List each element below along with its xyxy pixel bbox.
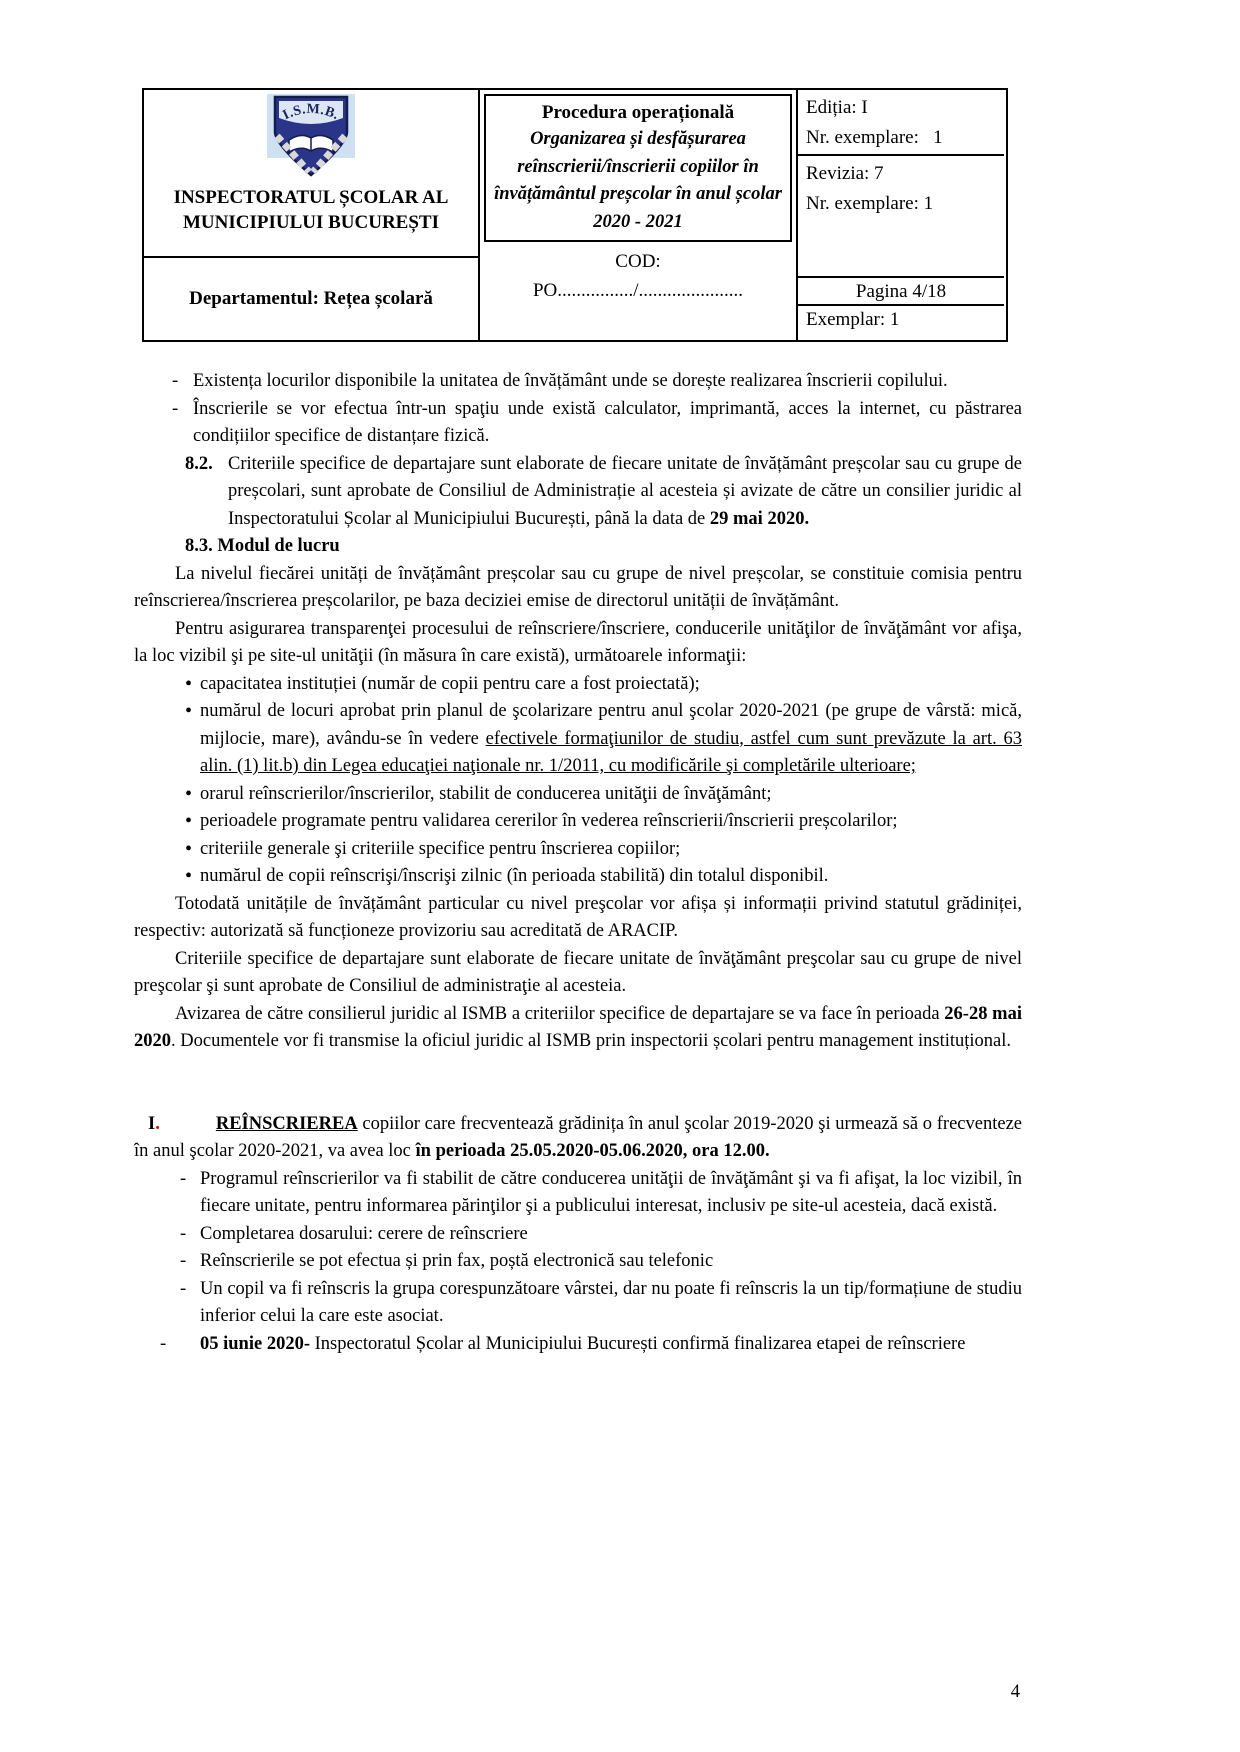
procedure-title-box [484, 94, 792, 242]
list-item: - Completarea dosarului: cerere de reînscriere [134, 1221, 1022, 1249]
section-text: copiilor care frecventează grădinița în anul şcolar 2019-2020 şi urmează să o frecventeze în anul şcolar 2020-2021, va avea loc [134, 1113, 1022, 1161]
bullet-item: • criteriile generale şi criteriile specifice pentru înscrierea copiilor; [134, 836, 1022, 864]
deadline-date: 29 mai 2020. [709, 508, 810, 529]
list-item: - Existența locurilor disponibile la unitatea de învățământ unde se dorește realizarea înscrierii copilului. [134, 368, 1022, 396]
list-item: - Înscrierile se vor efectua într-un spaţiu unde există calculator, imprimantă, acces la internet, cu păstrarea condițiilor specifice de distanțare fizică. [134, 396, 1022, 451]
procedure-title: Procedura operațională [541, 102, 735, 123]
revision-cell [798, 156, 1004, 278]
section-reinscrierea [134, 1111, 1022, 1166]
bullet-item: • capacitatea instituției (număr de copii pentru care a fost proiectată); [134, 671, 1022, 699]
list-item: - Un copil va fi reînscris la grupa corespunzătoare vârstei, dar nu poate fi reînscris la un tip/formațiune de studiu inferior celui la care este asociat. [134, 1276, 1022, 1331]
revision-copies: Nr. exemplare: 1 [806, 193, 934, 214]
edition-label: Ediția: I [806, 97, 868, 118]
logo-text: I.S.M.B. [280, 101, 342, 124]
period-date: 26-28 mai 2020 [134, 1003, 1022, 1051]
bullet-text: numărul de locuri aprobat prin planul de şcolarizare pentru anul şcolar 2020-2021 (pe grupe de vârstă: mică, mijlocie, mare), avându-se în vedere [200, 701, 1022, 749]
bullet-item: • perioadele programate pentru validarea cererilor în vederea reînscrierii/înscrierii preșcolarilor; [134, 808, 1022, 836]
section-number: 8.2. [185, 453, 213, 474]
list-item: - Programul reînscrierilor va fi stabilit de către conducerea unităţii de învăţământ şi va fi afişat, la loc vizibil, în fiecare unitate, pentru informarea părinţilor şi a publicului interesat, inclusiv pe site-ul acesteia, dacă există. [134, 1166, 1022, 1221]
revision-label: Revizia: 7 [806, 163, 884, 184]
paragraph [134, 1001, 1022, 1056]
cod-cell [480, 247, 796, 305]
header-right-column [798, 90, 1004, 340]
bullet-item [134, 698, 1022, 781]
paragraph-text: . Documentele vor fi transmise la oficiul juridic al ISMB prin inspectorii școlari pentru management instituțional. [171, 1031, 1012, 1051]
list-item: - Reînscrierile se pot efectua și prin fax, poștă electronică sau telefonic [134, 1248, 1022, 1276]
milestone-date: 05 iunie 2020- [200, 1333, 310, 1354]
ismb-logo [259, 94, 363, 178]
paragraph: Totodată unitățile de învățământ particular cu nivel preşcolar vor afișa și informații privind statutul grădiniței, respectiv: autorizată să funcționeze provizoriu sau acreditată de ARACIP. [134, 893, 1022, 941]
section-heading: REÎNSCRIEREA [215, 1113, 358, 1134]
header-middle-column [480, 90, 798, 340]
section-8-2 [134, 451, 1022, 534]
page-number: 4 [1010, 1682, 1020, 1702]
org-name: INSPECTORATUL ȘCOLAR AL MUNICIPIULUI BUCUREȘTI [173, 187, 449, 233]
period-dates: în perioada 25.05.2020-05.06.2020, ora 12.00. [415, 1141, 770, 1161]
edition-copies: Nr. exemplare: 1 [806, 127, 943, 148]
section-8-3-heading [134, 533, 1022, 561]
edition-cell [798, 90, 1004, 156]
procedure-subtitle: Organizarea și desfășurarea reînscrierii/înscrierii copiilor în învățământul preșcolar în anul școlar 2020 - 2021 [494, 129, 782, 232]
paragraph: La nivelul fiecărei unități de învățământ preșcolar sau cu grupe de nivel preșcolar, se constituie comisia pentru reînscrierea/înscrierea preșcolarilor, pe baza deciziei emise de directorul unității de învățământ. [134, 563, 1022, 611]
section-text: Criteriile specifice de departajare sunt elaborate de fiecare unitate de învățământ preșcolar sau cu grupe de preșcolari, sunt aprobate de Consiliul de Administrație al acesteia și avizate de către un consilier juridic al Inspectoratului Școlar al Municipiului București, până la data de [228, 453, 1022, 529]
header-left-column [144, 90, 480, 340]
section-title: Modul de lucru [217, 536, 340, 556]
department-cell: Departamentul: Rețea școlară [144, 256, 478, 340]
paragraph: Pentru asigurarea transparenţei procesului de reînscriere/înscriere, conducerile unităţilor de învăţământ vor afişa, la loc vizibil şi pe site-ul unităţii (în măsura în care există), următoarele informaţii: [134, 618, 1022, 666]
list-item [134, 1331, 1022, 1359]
header-org-cell [144, 90, 478, 256]
cod-label: COD: [615, 251, 661, 272]
roman-numeral: I [148, 1113, 156, 1134]
section-number: 8.3. [185, 536, 213, 556]
page-cell: Pagina 4/18 [798, 278, 1004, 306]
bullet-item: • orarul reînscrierilor/înscrierilor, stabilit de conducerea unităţii de învăţământ; [134, 781, 1022, 809]
bullet-item: • numărul de copii reînscrişi/înscrişi zilnic (în perioada stabilită) din totalul disponibil. [134, 863, 1022, 891]
cod-value: PO................/...................... [532, 280, 744, 301]
red-dot: . [155, 1113, 160, 1134]
paragraph-text: Avizarea de către consilierul juridic al ISMB a criteriilor specifice de departajare se va face în perioada [175, 1003, 945, 1024]
exemplar-cell: Exemplar: 1 [806, 309, 900, 330]
page-content [134, 88, 1022, 1358]
milestone-text: Inspectoratul Școlar al Municipiului București confirmă finalizarea etapei de reînscriere [309, 1333, 966, 1354]
paragraph: Criteriile specifice de departajare sunt elaborate de fiecare unitate de învăţământ preşcolar sau cu grupe de nivel preşcolar şi sunt aprobate de Consiliul de administraţie al acesteia. [134, 948, 1022, 996]
header-table [142, 88, 1008, 342]
underlined-legal-reference: efectivele formaţiunilor de studiu, astfel cum sunt prevăzute la art. 63 alin. (1) lit.b) din Legea educaţiei naţionale nr. 1/2011, cu modificările şi completările ulterioare; [200, 728, 1023, 776]
document-body [134, 368, 1022, 1358]
